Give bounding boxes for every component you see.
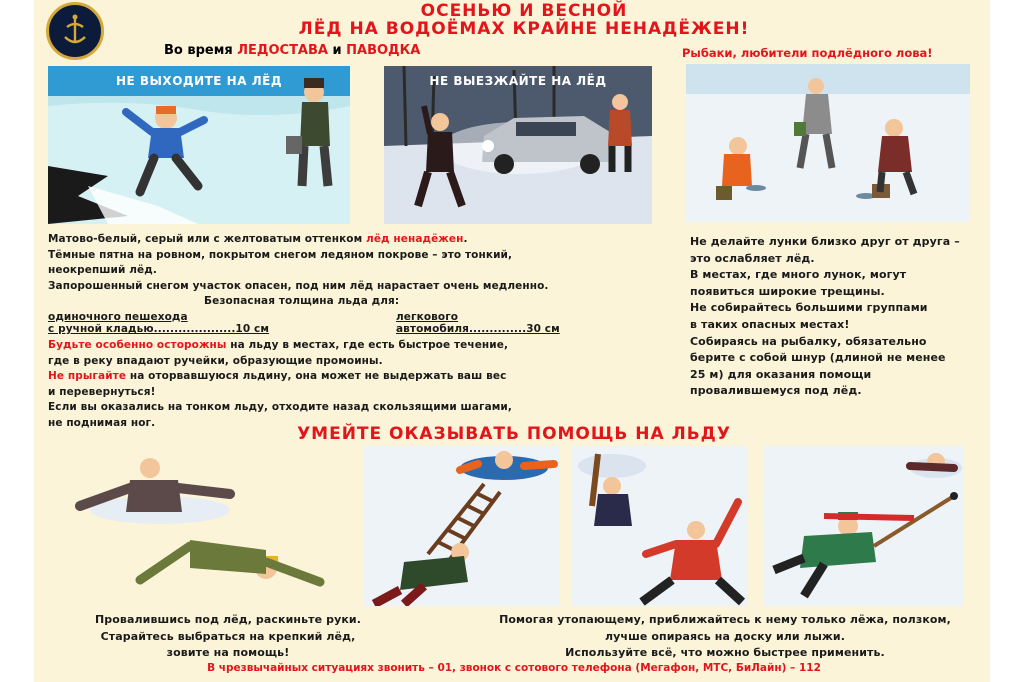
poster	[34, 0, 990, 682]
caution-line-6: не поднимая ног.	[48, 416, 156, 429]
right-text-line-5: Не собирайтесь большими группами	[690, 301, 928, 315]
scene-drive-label: НЕ ВЫЕЗЖАЙТЕ НА ЛЁД	[429, 74, 607, 88]
bottom-right-text	[480, 612, 970, 662]
car-line-1: легкового	[396, 310, 459, 323]
scene-ladder-rescue	[364, 446, 560, 606]
scene-fishermen	[686, 64, 970, 222]
caution-line-3	[48, 369, 506, 385]
right-text-line-6: в таких опасных местах!	[690, 317, 850, 331]
bottom-left-line-1: Провалившись под лёд, раскиньте руки.	[94, 613, 362, 626]
left-text-line-3: неокрепший лёд.	[48, 264, 157, 276]
footer-emergency-numbers: В чрезвычайных ситуациях звонить – 01, звонок с сотового телефона (Мегафон, МТС, БиЛайн) – 112	[207, 662, 821, 674]
header-line-1: ОСЕНЬЮ И ВЕСНОЙ	[420, 1, 628, 21]
right-text-line-1: Не делайте лунки близко друг от друга –	[690, 235, 960, 248]
left-text-line-4: Запорошенный снегом участок опасен, под ним лёд нарастает очень медленно.	[48, 279, 549, 292]
scene-stick-rescue	[572, 446, 748, 606]
thickness-title: Безопасная толщина льда для:	[204, 295, 400, 307]
help-title: УМЕЙТЕ ОКАЗЫВАТЬ ПОМОЩЬ НА ЛЬДУ	[297, 424, 731, 444]
left-text-line-1	[48, 232, 468, 248]
caution-line-3-a: Не прыгайте	[48, 370, 127, 382]
pedestrian-line-2: с ручной кладью....................10 см	[48, 323, 270, 335]
header-line-2: ЛЁД НА ВОДОЁМАХ КРАЙНЕ НЕНАДЁЖЕН!	[298, 19, 750, 39]
right-text	[690, 234, 960, 400]
left-text-line-1-b: лёд ненадёжен	[366, 233, 464, 245]
scene-fallen-through	[70, 450, 340, 600]
bottom-right-line-3: Используйте всё, что можно быстрее применить.	[565, 646, 885, 659]
left-text-line-1-c: .	[463, 233, 468, 245]
right-text-line-8: берите с собой шнур (длиной не менее	[690, 351, 946, 365]
caution-line-1	[48, 338, 508, 354]
subheader	[164, 43, 420, 58]
left-text-line-1-a: Матово-белый, серый или с желтоватым оттенком	[48, 233, 367, 245]
scene-ski-pole-rescue	[764, 446, 964, 606]
subheader-conj: и	[327, 43, 347, 58]
bottom-left-line-3: зовите на помощь!	[166, 646, 290, 659]
caution-line-5: Если вы оказались на тонком льду, отходите назад скользящими шагами,	[48, 401, 512, 413]
subheader-word-2: ПАВОДКА	[346, 43, 421, 58]
left-text-line-2: Тёмные пятна на ровном, покрытом снегом ледяном покрове – это тонкий,	[48, 248, 513, 261]
right-text-line-9: 25 м) для оказания помощи	[690, 367, 872, 381]
car-line-2: автомобиля..............30 см	[396, 323, 560, 335]
caution-line-2: где в реку впадают ручейки, образующие промоины.	[48, 354, 383, 367]
fishers-title: Рыбаки, любители подлёдного лова!	[682, 46, 933, 60]
scene-walk-on-ice	[48, 66, 350, 224]
subheader-word-1: ЛЕДОСТАВА	[237, 43, 328, 58]
caution-line-3-b: на оторвавшуюся льдину, она может не выдержать ваш вес	[126, 370, 507, 382]
right-text-line-2: это ослабляет лёд.	[690, 251, 815, 265]
caution-line-4: и перевернуться!	[48, 385, 156, 398]
caution-line-1-a: Будьте особенно осторожны	[48, 339, 227, 351]
scene-drive-on-ice	[384, 66, 652, 224]
bottom-right-line-2: лучше опираясь на доску или лыжи.	[605, 629, 845, 643]
pedestrian-line-1: одиночного пешехода	[48, 310, 188, 323]
bottom-left-line-2: Старайтесь выбраться на крепкий лёд,	[100, 629, 356, 643]
right-text-line-3: В местах, где много лунок, могут	[690, 268, 907, 282]
bottom-right-line-1: Помогая утопающему, приближайтесь к нему только лёжа, ползком,	[499, 613, 951, 626]
bottom-left-text	[78, 612, 378, 662]
scene-walk-label: НЕ ВЫХОДИТЕ НА ЛЁД	[115, 74, 283, 88]
emblem-logo	[46, 2, 104, 60]
subheader-prefix: Во время	[164, 43, 238, 58]
right-text-line-4: появиться широкие трещины.	[690, 284, 885, 298]
right-text-line-10: провалившемуся под лёд.	[690, 384, 862, 398]
right-text-line-7: Собираясь на рыбалку, обязательно	[690, 334, 927, 348]
caution-line-1-b: на льду в местах, где есть быстрое течение,	[226, 339, 509, 351]
